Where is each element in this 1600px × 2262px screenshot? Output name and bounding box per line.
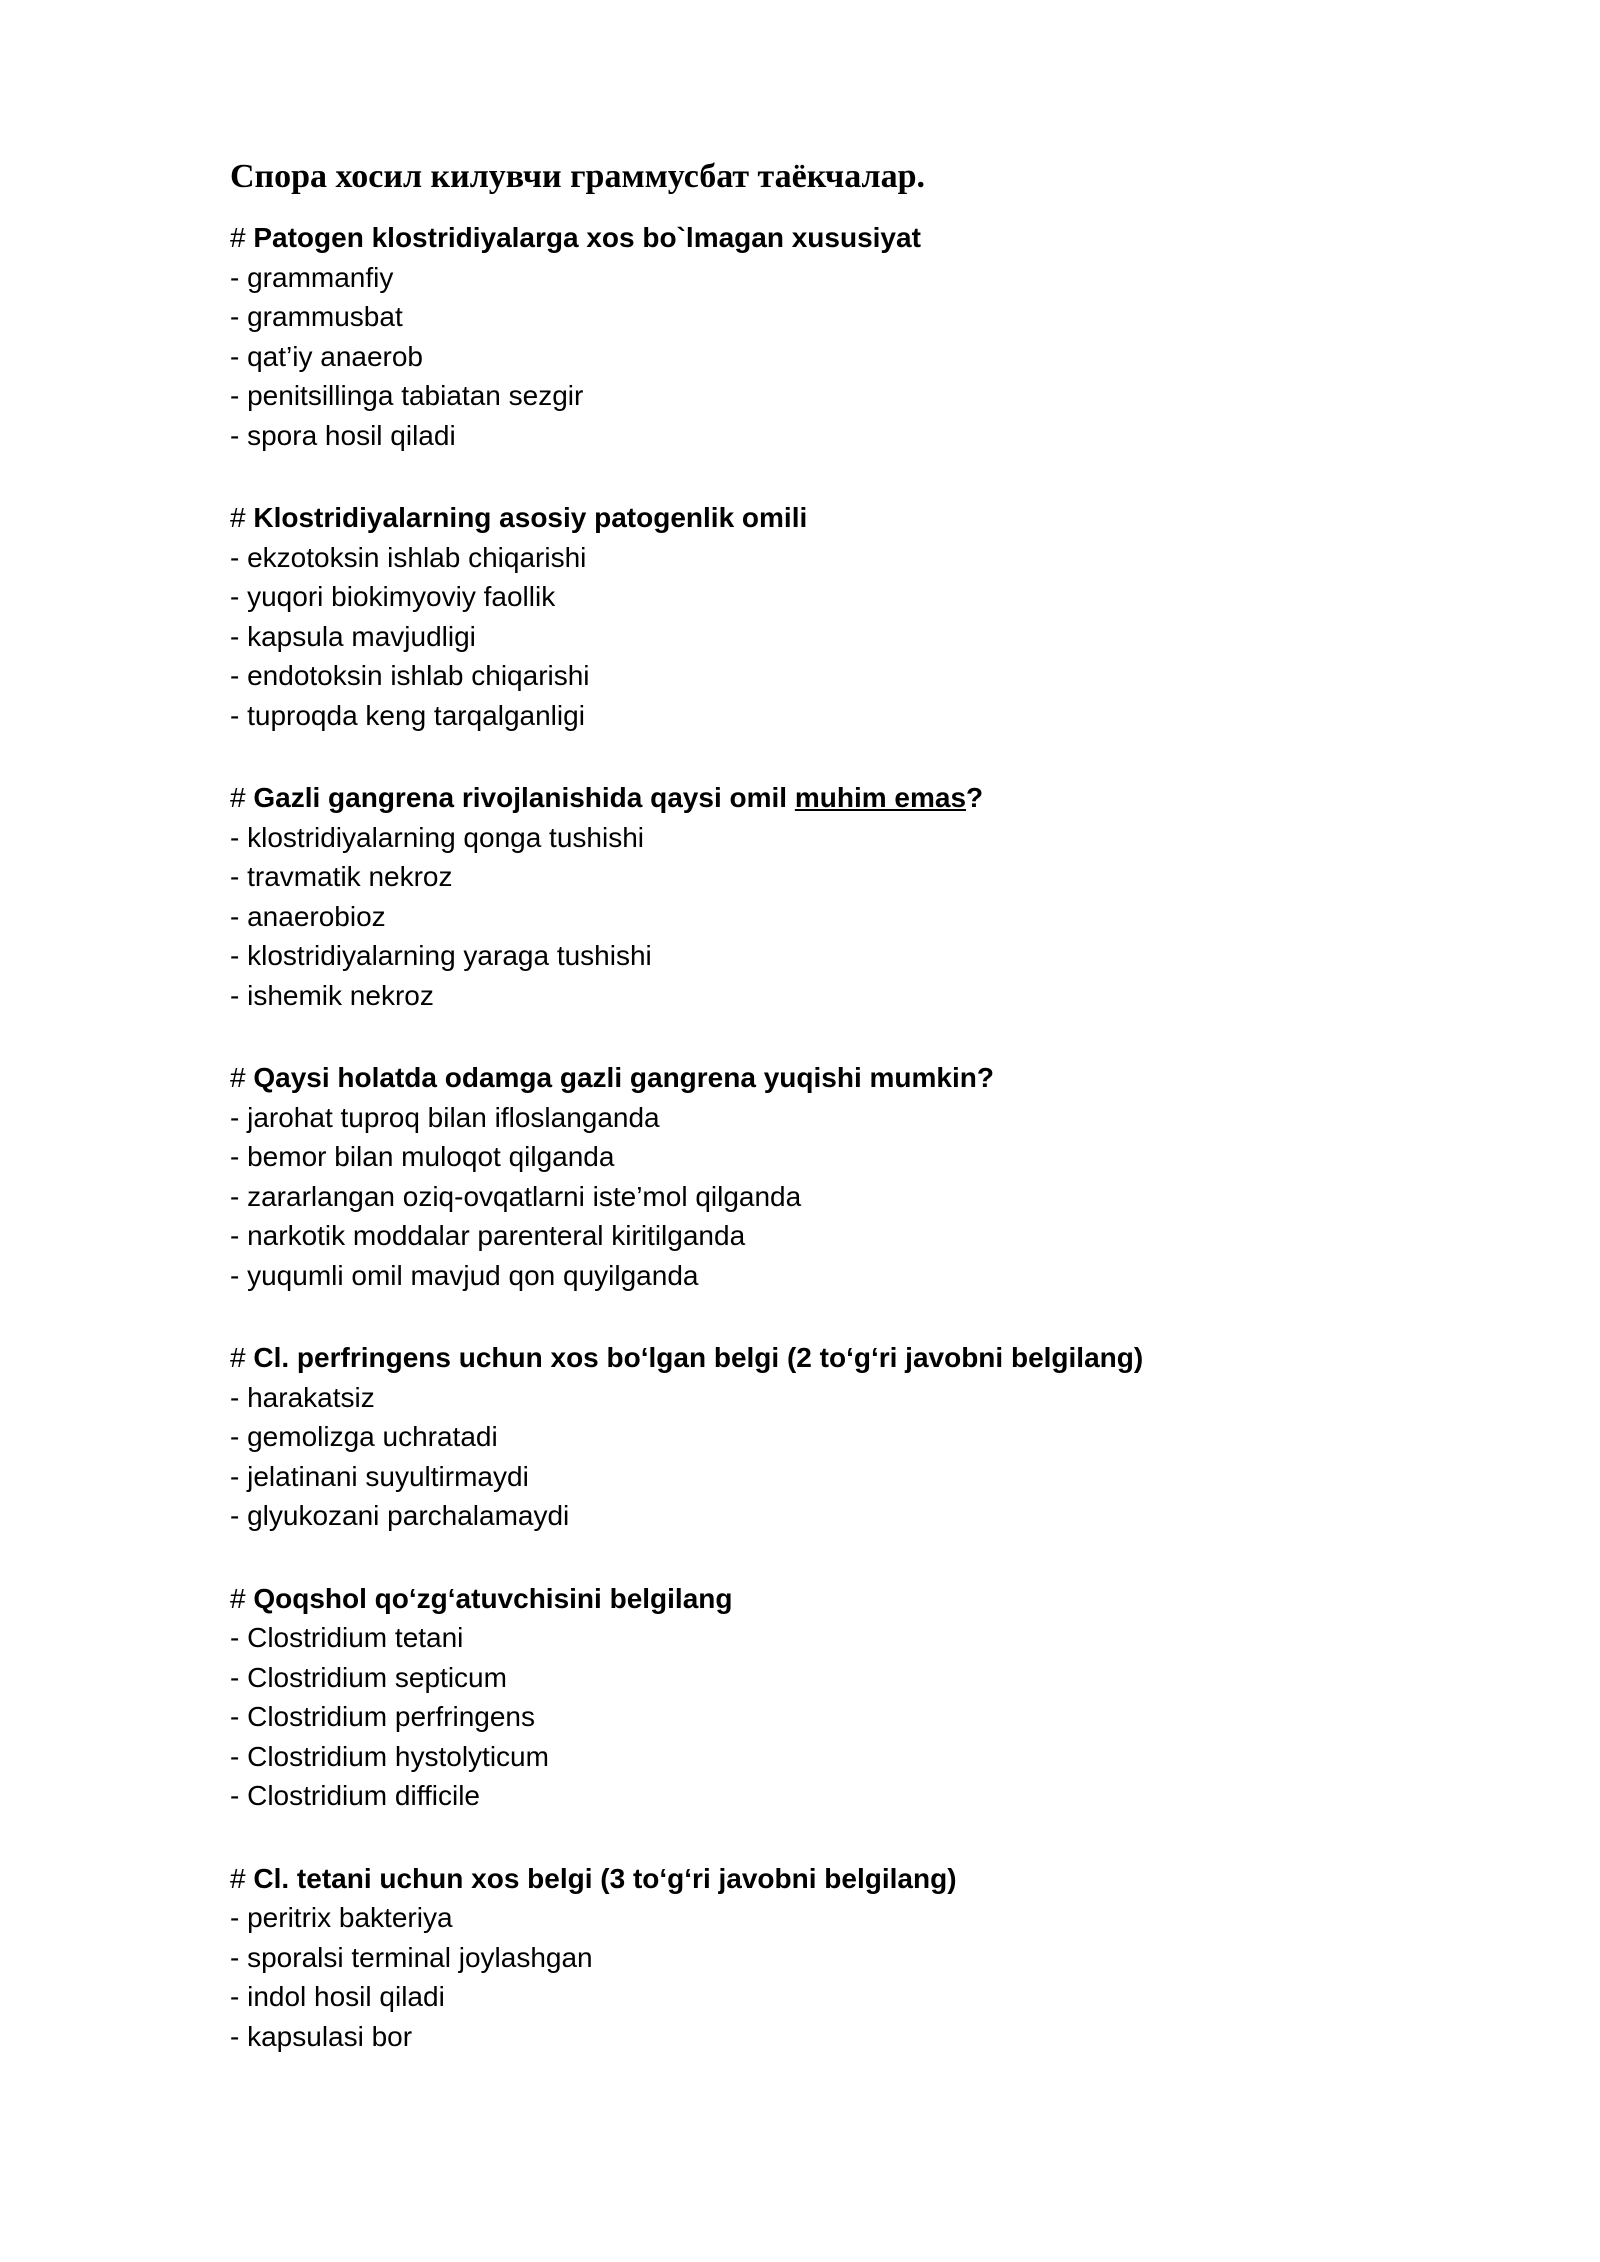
answer-option: - jarohat tuproq bilan ifloslanganda bbox=[230, 1101, 660, 1133]
question-text-start: Gazli gangrena rivojlanishida qaysi omil bbox=[253, 782, 795, 813]
answer-option: - grammanfiy bbox=[230, 261, 394, 293]
question-text: Cl. perfringens uchun xos bo‘lgan belgi (2 to‘g‘ri javobni belgilang) bbox=[253, 1342, 1144, 1373]
answer-option: - narkotik moddalar parenteral kiritilganda bbox=[230, 1220, 746, 1251]
question-hash: # bbox=[230, 1342, 246, 1373]
question-hash: # bbox=[230, 1862, 246, 1894]
answer-option: - glyukozani parchalamaydi bbox=[230, 1500, 570, 1531]
question-text: Qaysi holatda odamga gazli gangrena yuqishi mumkin? bbox=[253, 1062, 994, 1093]
answer-option: - ekzotoksin ishlab chiqarishi bbox=[230, 541, 587, 573]
answer-option: - Clostridium septicum bbox=[230, 1661, 507, 1693]
question-heading bbox=[230, 498, 1410, 538]
answer-option: - zararlangan oziq-ovqatlarni iste’mol qilganda bbox=[230, 1180, 802, 1212]
document-page bbox=[230, 152, 1410, 2099]
answer-option: - Clostridium hystolyticum bbox=[230, 1740, 549, 1772]
question-heading bbox=[230, 778, 1410, 818]
question-text: Patogen klostridiyalarga xos bo`lmagan xususiyat bbox=[253, 222, 921, 253]
underlined-phrase: muhim emas bbox=[794, 782, 967, 813]
question-block bbox=[230, 1058, 1410, 1295]
answer-option: - Clostridium difficile bbox=[230, 1780, 480, 1811]
answer-option: - klostridiyalarning yaraga tushishi bbox=[230, 940, 652, 971]
answer-option: - kapsula mavjudligi bbox=[230, 620, 476, 652]
question-hash: # bbox=[230, 222, 246, 253]
question-heading bbox=[230, 1338, 1410, 1378]
answer-option: - penitsillinga tabiatan sezgir bbox=[230, 380, 584, 411]
question-block bbox=[230, 1579, 1410, 1816]
answer-option: - indol hosil qiladi bbox=[230, 1981, 445, 2012]
answer-option: - grammusbat bbox=[230, 301, 403, 332]
answer-option: - tuproqda keng tarqalganligi bbox=[230, 699, 585, 731]
answer-option: - anaerobioz bbox=[230, 900, 386, 932]
answer-option: - peritrix bakteriya bbox=[230, 1902, 453, 1933]
question-hash: # bbox=[230, 502, 246, 533]
answer-option: - yuqumli omil mavjud qon quyilganda bbox=[230, 1259, 699, 1291]
answer-option: - Clostridium tetani bbox=[230, 1622, 464, 1653]
question-text: Qoqshol qo‘zg‘atuvchisini belgilang bbox=[253, 1582, 733, 1614]
question-block bbox=[230, 218, 1410, 455]
answer-option: - gemolizga uchratadi bbox=[230, 1421, 498, 1452]
answer-option: - sporalsi terminal joylashgan bbox=[230, 1941, 593, 1973]
question-block bbox=[230, 1859, 1410, 2057]
answer-option: - Clostridium perfringens bbox=[230, 1701, 535, 1732]
question-heading bbox=[230, 1579, 1410, 1619]
answer-option: - klostridiyalarning qonga tushishi bbox=[230, 821, 644, 853]
question-text: Cl. tetani uchun xos belgi (3 to‘g‘ri javobni belgilang) bbox=[253, 1862, 957, 1894]
answer-option: - qat’iy anaerob bbox=[230, 340, 424, 372]
question-text bbox=[253, 782, 983, 813]
question-text: Klostridiyalarning asosiy patogenlik omili bbox=[253, 502, 808, 533]
question-block bbox=[230, 1338, 1410, 1536]
question-hash: # bbox=[230, 782, 246, 813]
question-heading bbox=[230, 218, 1410, 258]
answer-option: - jelatinani suyultirmaydi bbox=[230, 1460, 529, 1492]
question-text-end: ? bbox=[966, 782, 984, 813]
answer-option: - endotoksin ishlab chiqarishi bbox=[230, 660, 590, 691]
answer-option: - kapsulasi bor bbox=[230, 2020, 413, 2052]
question-block bbox=[230, 778, 1410, 1015]
answer-option: - spora hosil qiladi bbox=[230, 419, 456, 451]
question-heading bbox=[230, 1859, 1410, 1899]
answer-option: - yuqori biokimyoviy faollik bbox=[230, 581, 556, 612]
question-hash: # bbox=[230, 1582, 246, 1614]
question-hash: # bbox=[230, 1062, 246, 1093]
question-heading bbox=[230, 1058, 1410, 1098]
document-title: Спора хосил килувчи граммусбат таёкчалар. bbox=[230, 158, 925, 195]
question-block bbox=[230, 498, 1410, 735]
answer-option: - harakatsiz bbox=[230, 1381, 375, 1413]
answer-option: - ishemik nekroz bbox=[230, 979, 434, 1011]
answer-option: - bemor bilan muloqot qilganda bbox=[230, 1141, 615, 1172]
answer-option: - travmatik nekroz bbox=[230, 861, 453, 892]
